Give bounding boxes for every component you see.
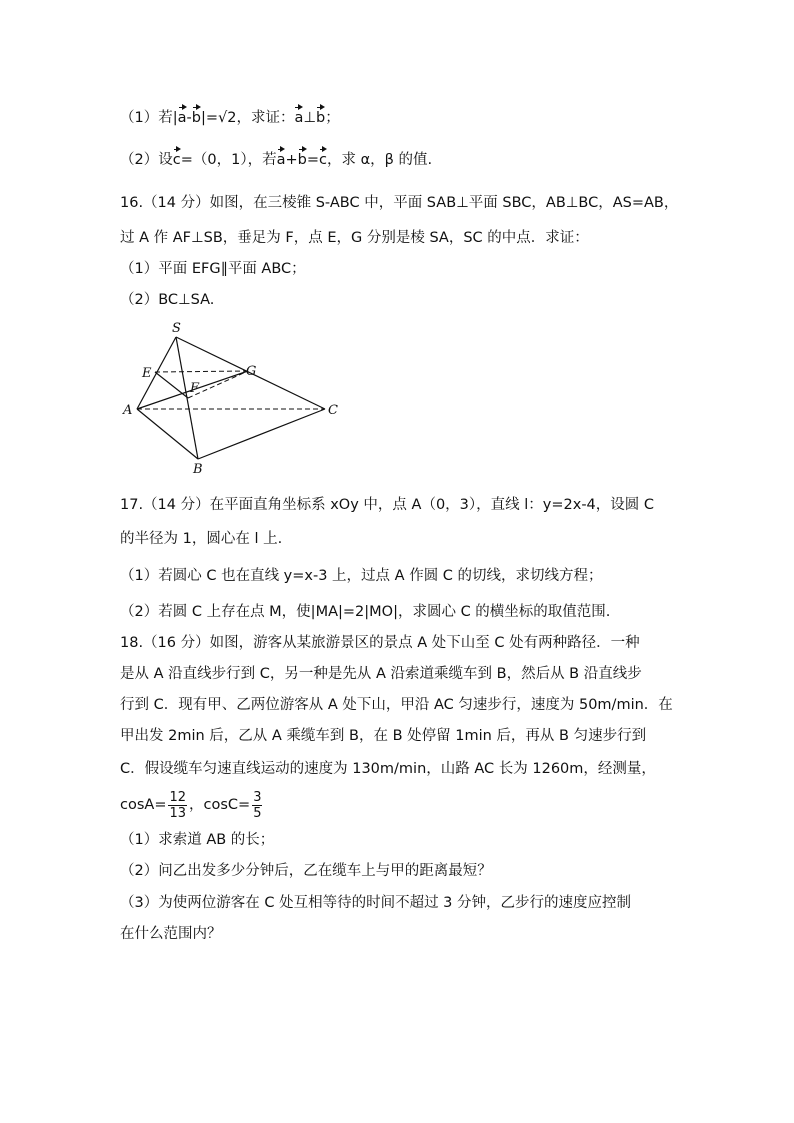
q17-line2: 的半径为 1，圆心在 l 上. <box>120 531 283 547</box>
q18-line1: 18.（16 分）如图，游客从某旅游景区的景点 A 处下山至 C 处有两种路径．一种 <box>120 635 640 651</box>
sqrt-two: √2 <box>218 110 237 126</box>
q18-line3: 行到 C．现有甲、乙两位游客从 A 处下山，甲沿 AC 匀速步行，速度为 50m/min．在 <box>120 697 673 713</box>
abs-bar-equals: |= <box>200 110 219 126</box>
label-A: A <box>123 403 133 418</box>
q18-part2: （2）问乙出发多少分钟后，乙在缆车上与甲的距离最短？ <box>120 863 492 879</box>
vector-b: b <box>297 152 307 168</box>
vector-a: a <box>294 110 304 126</box>
vector-b: b <box>316 110 326 126</box>
q18-part1: （1）求索道 AB 的长； <box>120 832 275 848</box>
denominator: 5 <box>253 805 262 821</box>
q15-p1-prefix: （1）若 <box>120 110 173 126</box>
q17-part1: （1）若圆心 C 也在直线 y=x-3 上，过点 A 作圆 C 的切线，求切线方程； <box>120 568 603 584</box>
vector-b: b <box>191 110 201 126</box>
q15-p2-mid: =（0，1），若 <box>180 152 277 168</box>
q18-line4: 甲出发 2min 后，乙从 A 乘缆车到 B，在 B 处停留 1min 后，再从 B 匀速步行到 <box>120 728 647 744</box>
label-S: S <box>172 321 181 336</box>
q18-line2: 是从 A 沿直线步行到 C，另一种是先从 A 沿索道乘缆车到 B，然后从 B 沿直线步 <box>120 666 642 682</box>
label-E: E <box>142 366 152 381</box>
plus-sign: + <box>285 152 298 168</box>
q16-part1: （1）平面 EFG∥平面 ABC； <box>120 261 306 277</box>
cosC-label: ，cosC= <box>189 797 251 813</box>
q16-line2: 过 A 作 AF⊥SB，垂足为 F，点 E，G 分别是棱 SA，SC 的中点．求证： <box>120 230 589 246</box>
q16-line1: 16.（14 分）如图，在三棱锥 S-ABC 中，平面 SAB⊥平面 SBC，AB⊥BC，AS=AB， <box>120 195 679 211</box>
q15-p2-end: ，求 α，β 的值. <box>326 152 433 168</box>
q18-part3-line2: 在什么范围内？ <box>120 926 222 942</box>
numerator: 3 <box>253 789 262 805</box>
vector-c: c <box>172 152 181 168</box>
fraction-cosC <box>252 790 262 821</box>
minus-sign: - <box>186 110 192 126</box>
q17-line1: 17.（14 分）在平面直角坐标系 xOy 中，点 A（0，3），直线 l：y=2x-4，设圆 C <box>120 497 655 513</box>
q15-p1-mid: ，求证： <box>236 110 295 126</box>
vector-a: a <box>276 152 286 168</box>
q15-p1-end: ； <box>325 110 340 126</box>
fraction-cosA <box>168 790 187 821</box>
numerator: 12 <box>169 789 187 805</box>
perp-sign: ⊥ <box>303 110 317 126</box>
abs-bar: | <box>172 110 178 126</box>
label-G: G <box>246 364 257 379</box>
label-B: B <box>193 462 203 477</box>
cosA-label: cosA= <box>120 797 167 813</box>
q18-line5: C．假设缆车匀速直线运动的速度为 130m/min，山路 AC 长为 1260m，经测量， <box>120 761 656 777</box>
q16-part2: （2）BC⊥SA. <box>120 292 215 308</box>
q17-part2: （2）若圆 C 上存在点 M，使|MA|=2|MO|，求圆心 C 的横坐标的取值范围. <box>120 604 611 620</box>
label-F: F <box>190 381 200 396</box>
vector-c: c <box>319 152 327 168</box>
label-C: C <box>328 403 338 418</box>
q18-part3-line1: （3）为使两位游客在 C 处互相等待的时间不超过 3 分钟，乙步行的速度应控制 <box>120 895 632 911</box>
equals-sign: = <box>306 152 319 168</box>
denominator: 13 <box>169 805 187 821</box>
vector-a: a <box>177 110 187 126</box>
q18-cos-values <box>120 788 264 822</box>
q15-p2-prefix: （2）设 <box>120 152 173 168</box>
